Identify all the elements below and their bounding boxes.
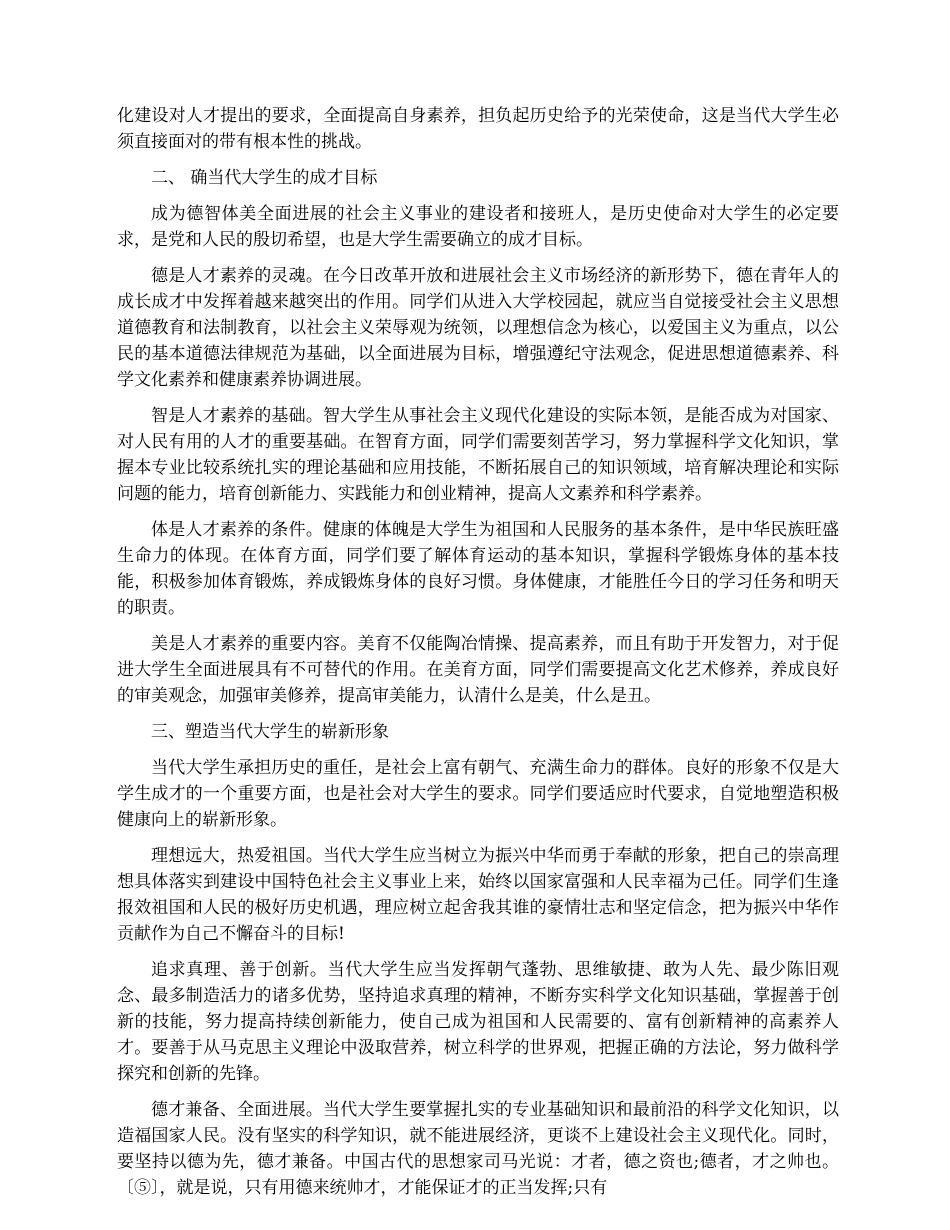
paragraph: 德才兼备、全面进展。当代大学生要掌握扎实的专业基础知识和最前沿的科学文化知识，以造福国家人民。没有坚实的科学知识，就不能进展经济，更谈不上建设社会主义现代化。同时，要坚持以德为先，德才兼备。中国古代的思想家司马光说：才者，德之资也;德者，才之帅也。〔⑤〕，就是说，只有用德来统帅才，才能保证才的正当发挥;只有: [117, 1100, 839, 1198]
section-heading: 二、 确当代大学生的成才目标: [151, 168, 378, 188]
paragraph: 化建设对人才提出的要求，全面提高自身素养，担负起历史给予的光荣使命，这是当代大学生必须直接面对的带有根本性的挑战。: [117, 106, 839, 152]
section-heading: 三、塑造当代大学生的崭新形象: [151, 722, 389, 742]
paragraph: 追求真理、善于创新。当代大学生应当发挥朝气蓬勃、思维敏捷、敢为人先、最少陈旧观念、最多制造活力的诸多优势，坚持追求真理的精神，不断夯实科学文化知识基础，掌握善于创新的技能，努力提高持续创新能力，使自己成为祖国和人民需要的、富有创新精神的高素养人才。要善于从马克思主义理论中汲取营养，树立科学的世界观，把握正确的方法论，努力做科学探究和创新的先锋。: [117, 960, 839, 1084]
paragraph: 当代大学生承担历史的重任，是社会上富有朝气、充满生命力的群体。良好的形象不仅是大学生成才的一个重要方面，也是社会对大学生的要求。同学们要适应时代要求，自觉地塑造积极健康向上的崭新形象。: [117, 758, 839, 830]
paragraph: 智是人才素养的基础。智大学生从事社会主义现代化建设的实际本领，是能否成为对国家、对人民有用的人才的重要基础。在智育方面，同学们需要刻苦学习，努力掌握科学文化知识，掌握本专业比较系统扎实的理论基础和应用技能，不断拓展自己的知识领域，培育解决理论和实际问题的能力，培育创新能力、实践能力和创业精神，提高人文素养和科学素养。: [117, 406, 839, 504]
document-body: [117, 103, 839, 1211]
paragraph: 体是人才素养的条件。健康的体魄是大学生为祖国和人民服务的基本条件，是中华民族旺盛生命力的体现。在体育方面，同学们要了解体育运动的基本知识，掌握科学锻炼身体的基本技能，积极参加体育锻炼，养成锻炼身体的良好习惯。身体健康，才能胜任今日的学习任务和明天的职责。: [117, 520, 839, 618]
paragraph: 成为德智体美全面进展的社会主义事业的建设者和接班人，是历史使命对大学生的必定要求，是党和人民的殷切希望，也是大学生需要确立的成才目标。: [117, 204, 839, 250]
paragraph: 美是人才素养的重要内容。美育不仅能陶冶情操、提高素养，而且有助于开发智力，对于促进大学生全面进展具有不可替代的作用。在美育方面，同学们需要提高文化艺术修养，养成良好的审美观念，加强审美修养，提高审美能力，认清什么是美，什么是丑。: [117, 634, 839, 706]
paragraph: 德是人才素养的灵魂。在今日改革开放和进展社会主义市场经济的新形势下，德在青年人的成长成才中发挥着越来越突出的作用。同学们从进入大学校园起，就应当自觉接受社会主义思想道德教育和法制教育，以社会主义荣辱观为统领，以理想信念为核心，以爱国主义为重点，以公民的基本道德法律规范为基础，以全面进展为目标，增强遵纪守法观念，促进思想道德素养、科学文化素养和健康素养协调进展。: [117, 266, 839, 390]
paragraph: 理想远大，热爱祖国。当代大学生应当树立为振兴中华而勇于奉献的形象，把自己的崇高理想具体落实到建设中国特色社会主义事业上来，始终以国家富强和人民幸福为己任。同学们生逢报效祖国和人民的极好历史机遇，理应树立起舍我其谁的豪情壮志和坚定信念，把为振兴中华作贡献作为自己不懈奋斗的目标!: [117, 846, 839, 944]
